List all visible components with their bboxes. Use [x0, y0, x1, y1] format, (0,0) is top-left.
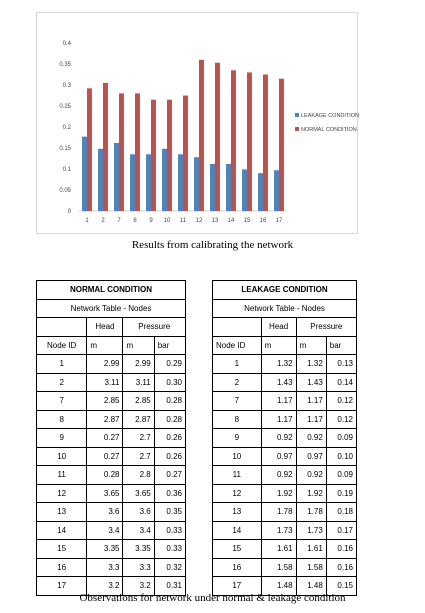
- table-subtitle: Network Table - Nodes: [37, 299, 186, 318]
- head-cell: 2.87: [87, 410, 123, 429]
- pressure-bar-cell: 0.13: [326, 355, 356, 374]
- node-id-header: Node ID: [37, 336, 87, 355]
- pressure-m-cell: 3.35: [123, 540, 154, 559]
- y-tick-label: 0.1: [62, 167, 71, 173]
- node-id-cell: 13: [213, 503, 262, 522]
- head-cell: 1.92: [261, 484, 296, 503]
- node-id-cell: 9: [37, 429, 87, 448]
- pressure-bar-cell: 0.30: [154, 373, 185, 392]
- table-row: [37, 503, 186, 522]
- table-group-header-row: [37, 318, 186, 337]
- table-row: [37, 373, 186, 392]
- head-cell: 1.48: [261, 577, 296, 596]
- y-tick-label: 0: [67, 209, 71, 215]
- pressure-m-cell: 2.85: [123, 392, 154, 411]
- table-unit-row: [213, 336, 357, 355]
- unit-m: m: [296, 336, 326, 355]
- head-cell: 3.3: [87, 558, 123, 577]
- head-cell: 3.6: [87, 503, 123, 522]
- y-tick-label: 0.3: [62, 83, 71, 89]
- node-id-cell: 1: [37, 355, 87, 374]
- table-row: [37, 540, 186, 559]
- table-row: [213, 540, 357, 559]
- pressure-bar-cell: 0.29: [154, 355, 185, 374]
- unit-m: m: [123, 336, 154, 355]
- bar-normal: [151, 100, 156, 211]
- node-id-cell: 10: [213, 447, 262, 466]
- table-row: [37, 429, 186, 448]
- head-cell: 3.35: [87, 540, 123, 559]
- bar-normal: [119, 93, 124, 211]
- node-id-cell: 17: [37, 577, 87, 596]
- pressure-bar-cell: 0.15: [326, 577, 356, 596]
- table-title: LEAKAGE CONDITION: [213, 281, 357, 300]
- table-row: [37, 447, 186, 466]
- pressure-m-cell: 1.17: [296, 392, 326, 411]
- bar-leakage: [258, 173, 263, 211]
- head-cell: 1.32: [261, 355, 296, 374]
- unit-m: m: [261, 336, 296, 355]
- node-id-cell: 15: [37, 540, 87, 559]
- table-row: [37, 484, 186, 503]
- node-id-cell: 8: [213, 410, 262, 429]
- unit-bar: bar: [326, 336, 356, 355]
- pressure-m-cell: 0.97: [296, 447, 326, 466]
- pressure-header: Pressure: [296, 318, 356, 337]
- pressure-m-cell: 3.65: [123, 484, 154, 503]
- pressure-bar-cell: 0.18: [326, 503, 356, 522]
- leakage-condition-table: [212, 280, 357, 596]
- pressure-m-cell: 1.61: [296, 540, 326, 559]
- pressure-bar-cell: 0.31: [154, 577, 185, 596]
- pressure-m-cell: 1.17: [296, 410, 326, 429]
- normal-condition-table: [36, 280, 186, 596]
- node-id-cell: 1: [213, 355, 262, 374]
- empty-header-cell: [37, 318, 87, 337]
- pressure-m-cell: 2.87: [123, 410, 154, 429]
- table-row: [213, 373, 357, 392]
- x-tick-label: 11: [179, 218, 187, 224]
- node-id-cell: 16: [37, 558, 87, 577]
- x-tick-label: 1: [85, 218, 89, 224]
- bar-leakage: [194, 157, 199, 211]
- head-cell: 0.27: [87, 447, 123, 466]
- pressure-bar-cell: 0.17: [326, 521, 356, 540]
- head-header: Head: [87, 318, 123, 337]
- table-row: [37, 410, 186, 429]
- unit-bar: bar: [154, 336, 185, 355]
- head-cell: 1.61: [261, 540, 296, 559]
- bar-leakage: [178, 154, 183, 211]
- bar-leakage: [98, 149, 103, 211]
- table-subtitle: Network Table - Nodes: [213, 299, 357, 318]
- x-tick-label: 9: [149, 218, 153, 224]
- x-tick-label: 13: [211, 218, 219, 224]
- pressure-bar-cell: 0.09: [326, 466, 356, 485]
- head-header: Head: [261, 318, 296, 337]
- bar-normal: [87, 88, 92, 211]
- table-row: [213, 558, 357, 577]
- pressure-bar-cell: 0.26: [154, 429, 185, 448]
- node-id-cell: 2: [37, 373, 87, 392]
- chart-panel: [36, 12, 358, 234]
- pressure-bar-cell: 0.26: [154, 447, 185, 466]
- node-id-cell: 7: [213, 392, 262, 411]
- x-tick-label: 7: [117, 218, 121, 224]
- pressure-bar-cell: 0.12: [326, 410, 356, 429]
- table-row: [213, 355, 357, 374]
- table-row: [213, 503, 357, 522]
- table-subtitle-row: [213, 299, 357, 318]
- x-tick-label: 10: [163, 218, 171, 224]
- head-cell: 1.73: [261, 521, 296, 540]
- bar-leakage: [130, 154, 135, 211]
- head-cell: 3.11: [87, 373, 123, 392]
- x-tick-label: 16: [259, 218, 267, 224]
- bar-leakage: [82, 137, 87, 211]
- table-row: [37, 355, 186, 374]
- head-cell: 2.99: [87, 355, 123, 374]
- y-tick-label: 0.25: [59, 104, 71, 110]
- x-tick-label: 14: [227, 218, 235, 224]
- pressure-bar-cell: 0.16: [326, 540, 356, 559]
- x-tick-label: 17: [275, 218, 283, 224]
- pressure-bar-cell: 0.19: [326, 484, 356, 503]
- pressure-m-cell: 1.78: [296, 503, 326, 522]
- legend-label: LEAKAGE CONDITION: [301, 113, 359, 119]
- pressure-m-cell: 1.92: [296, 484, 326, 503]
- node-id-cell: 13: [37, 503, 87, 522]
- table-row: [37, 558, 186, 577]
- table-title-row: [37, 281, 186, 300]
- legend-label: NORMAL CONDITION: [301, 127, 357, 133]
- head-cell: 3.2: [87, 577, 123, 596]
- legend-swatch: [295, 127, 299, 131]
- bar-leakage: [242, 169, 247, 211]
- pressure-bar-cell: 0.28: [154, 410, 185, 429]
- empty-header-cell: [213, 318, 262, 337]
- bar-leakage: [162, 149, 167, 211]
- table-row: [213, 521, 357, 540]
- pressure-bar-cell: 0.35: [154, 503, 185, 522]
- table-caption: Observations for network under normal & leakage condition: [79, 592, 346, 604]
- y-tick-label: 0.2: [62, 125, 71, 131]
- pressure-m-cell: 2.7: [123, 447, 154, 466]
- pressure-bar-cell: 0.33: [154, 540, 185, 559]
- pressure-header: Pressure: [123, 318, 186, 337]
- bar-normal: [279, 79, 284, 211]
- pressure-bar-cell: 0.28: [154, 392, 185, 411]
- unit-m: m: [87, 336, 123, 355]
- y-tick-label: 0.4: [62, 41, 71, 47]
- table-row: [213, 447, 357, 466]
- pressure-m-cell: 3.2: [123, 577, 154, 596]
- pressure-bar-cell: 0.12: [326, 392, 356, 411]
- node-id-cell: 14: [37, 521, 87, 540]
- head-cell: 3.4: [87, 521, 123, 540]
- head-cell: 1.17: [261, 410, 296, 429]
- table-title: NORMAL CONDITION: [37, 281, 186, 300]
- table-row: [213, 484, 357, 503]
- table-row: [213, 466, 357, 485]
- y-tick-label: 0.15: [59, 146, 71, 152]
- pressure-m-cell: 1.58: [296, 558, 326, 577]
- bar-normal: [103, 83, 108, 211]
- node-id-cell: 11: [213, 466, 262, 485]
- pressure-bar-cell: 0.09: [326, 429, 356, 448]
- node-id-cell: 14: [213, 521, 262, 540]
- bar-normal: [183, 96, 188, 212]
- head-cell: 0.27: [87, 429, 123, 448]
- node-id-cell: 9: [213, 429, 262, 448]
- table-row: [213, 392, 357, 411]
- node-id-cell: 7: [37, 392, 87, 411]
- node-id-cell: 16: [213, 558, 262, 577]
- pressure-m-cell: 1.43: [296, 373, 326, 392]
- head-cell: 0.92: [261, 429, 296, 448]
- pressure-m-cell: 1.73: [296, 521, 326, 540]
- pressure-bar-cell: 0.32: [154, 558, 185, 577]
- node-id-cell: 11: [37, 466, 87, 485]
- pressure-bar-cell: 0.14: [326, 373, 356, 392]
- pressure-m-cell: 2.8: [123, 466, 154, 485]
- pressure-m-cell: 0.92: [296, 466, 326, 485]
- bar-leakage: [146, 154, 151, 211]
- node-id-cell: 15: [213, 540, 262, 559]
- bar-normal: [135, 93, 140, 211]
- x-tick-label: 15: [243, 218, 251, 224]
- bar-leakage: [114, 143, 119, 211]
- node-id-cell: 2: [213, 373, 262, 392]
- table-group-header-row: [213, 318, 357, 337]
- table-row: [213, 410, 357, 429]
- node-id-cell: 12: [213, 484, 262, 503]
- pressure-bar-cell: 0.27: [154, 466, 185, 485]
- bar-normal: [263, 75, 268, 212]
- node-id-cell: 8: [37, 410, 87, 429]
- pressure-bar-cell: 0.33: [154, 521, 185, 540]
- pressure-m-cell: 2.99: [123, 355, 154, 374]
- x-tick-label: 12: [195, 218, 203, 224]
- bar-normal: [199, 60, 204, 211]
- head-cell: 1.78: [261, 503, 296, 522]
- bar-leakage: [226, 164, 231, 211]
- bar-normal: [167, 100, 172, 211]
- x-tick-label: 8: [133, 218, 137, 224]
- pressure-bar-cell: 0.36: [154, 484, 185, 503]
- pressure-m-cell: 3.3: [123, 558, 154, 577]
- node-id-header: Node ID: [213, 336, 262, 355]
- pressure-m-cell: 1.32: [296, 355, 326, 374]
- bar-leakage: [274, 170, 279, 211]
- pressure-m-cell: 1.48: [296, 577, 326, 596]
- head-cell: 3.65: [87, 484, 123, 503]
- pressure-m-cell: 3.4: [123, 521, 154, 540]
- chart-caption: Results from calibrating the network: [131, 239, 294, 251]
- pressure-m-cell: 0.92: [296, 429, 326, 448]
- head-cell: 0.92: [261, 466, 296, 485]
- table-unit-row: [37, 336, 186, 355]
- table-row: [213, 429, 357, 448]
- table-row: [37, 521, 186, 540]
- pressure-m-cell: 3.11: [123, 373, 154, 392]
- legend-swatch: [295, 113, 299, 117]
- pressure-bar-cell: 0.16: [326, 558, 356, 577]
- head-cell: 1.43: [261, 373, 296, 392]
- pressure-bar-cell: 0.10: [326, 447, 356, 466]
- head-cell: 1.17: [261, 392, 296, 411]
- head-cell: 1.58: [261, 558, 296, 577]
- x-tick-label: 2: [101, 218, 105, 224]
- y-tick-label: 0.05: [59, 188, 71, 194]
- bar-normal: [231, 70, 236, 211]
- table-row: [37, 466, 186, 485]
- table-row: [37, 392, 186, 411]
- table-title-row: [213, 281, 357, 300]
- node-id-cell: 17: [213, 577, 262, 596]
- node-id-cell: 10: [37, 447, 87, 466]
- bar-chart: [37, 13, 359, 235]
- node-id-cell: 12: [37, 484, 87, 503]
- table-subtitle-row: [37, 299, 186, 318]
- head-cell: 0.28: [87, 466, 123, 485]
- pressure-m-cell: 3.6: [123, 503, 154, 522]
- bar-normal: [247, 72, 252, 211]
- pressure-m-cell: 2.7: [123, 429, 154, 448]
- bar-leakage: [210, 164, 215, 211]
- head-cell: 2.85: [87, 392, 123, 411]
- bar-normal: [215, 63, 220, 211]
- y-tick-label: 0.35: [59, 62, 71, 68]
- head-cell: 0.97: [261, 447, 296, 466]
